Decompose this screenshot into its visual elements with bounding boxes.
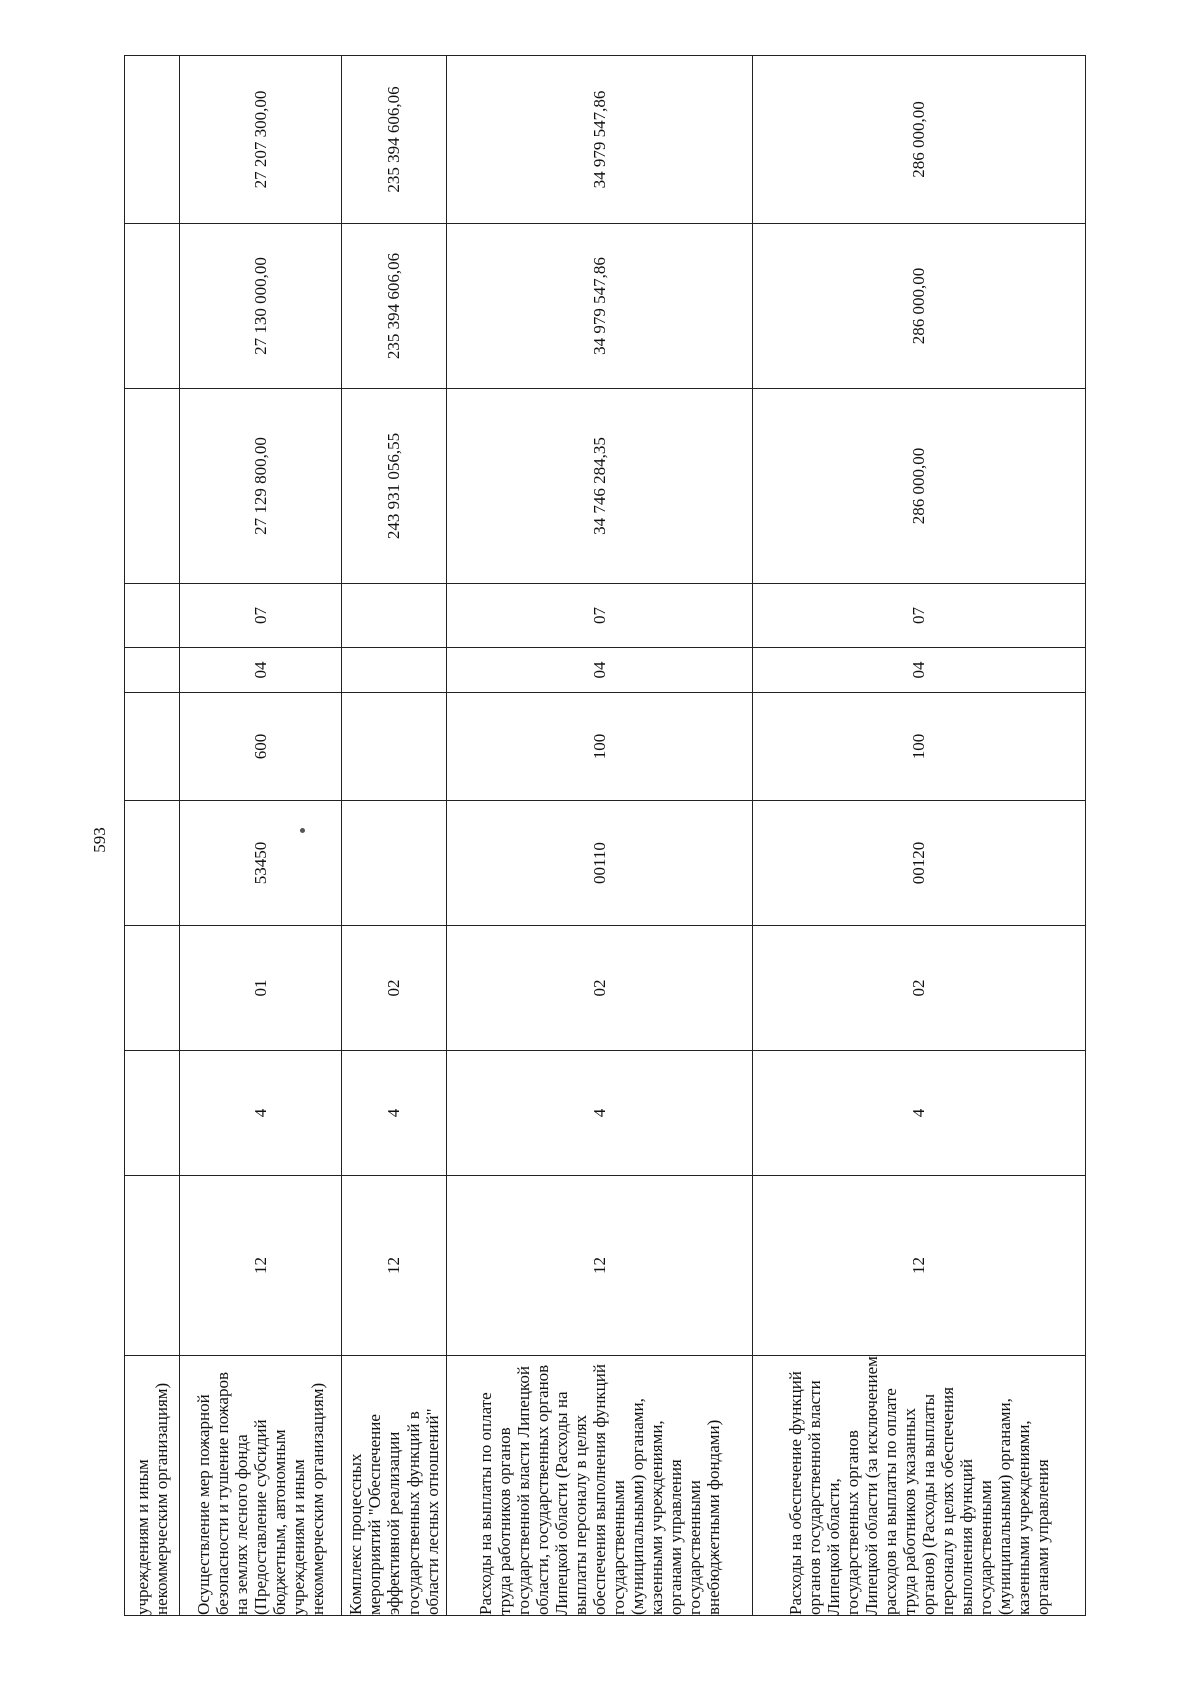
cell-amount-1: 286 000,00 — [753, 389, 1086, 584]
cell-code-f: 04 — [447, 648, 753, 693]
cell-code-d: 53450 — [180, 801, 342, 926]
cell-amount-2: 27 130 000,00 — [180, 224, 342, 389]
cell-code-c: 02 — [753, 926, 1086, 1051]
cell-code-g: 07 — [753, 584, 1086, 648]
cell-code-d — [342, 801, 447, 926]
budget-table-rotated — [124, 56, 1085, 1616]
cell-amount-1 — [125, 389, 180, 584]
cell-code-a — [125, 1176, 180, 1356]
cell-amount-2 — [125, 224, 180, 389]
cell-amount-3 — [125, 56, 180, 224]
cell-code-f — [125, 648, 180, 693]
cell-code-c — [125, 926, 180, 1051]
row-description: Комплекс процессных мероприятий "Обеспечение эффективной реализации государственных функций в области лесных отношений" — [342, 1356, 447, 1616]
cell-code-e: 600 — [180, 693, 342, 801]
cell-code-e — [342, 693, 447, 801]
cell-code-e: 100 — [447, 693, 753, 801]
cell-code-f: 04 — [753, 648, 1086, 693]
budget-table — [124, 55, 1086, 1616]
row-description: Расходы на выплаты по оплате труда работников органов государственной власти Липецкой области, государственных органов Липецкой области (Расходы на выплаты персоналу в целях обеспечения выполнения функций государственными (муниципальными) органами, казенными учреждениями, органами управления государственными внебюджетными фондами) — [447, 1356, 753, 1616]
table-row — [125, 56, 180, 1616]
cell-code-e: 100 — [753, 693, 1086, 801]
cell-amount-2: 235 394 606,06 — [342, 224, 447, 389]
cell-amount-3: 286 000,00 — [753, 56, 1086, 224]
cell-amount-3: 34 979 547,86 — [447, 56, 753, 224]
cell-code-c: 01 — [180, 926, 342, 1051]
table-row — [342, 56, 447, 1616]
cell-code-f — [342, 648, 447, 693]
row-description: Расходы на обеспечение функций органов государственной власти Липецкой области, государственных органов Липецкой области (за исключением расходов на выплаты по оплате труда работников указанных органов) (Расходы на выплаты персоналу в целях обеспечения выполнения функций государственными (муниципальными) органами, казенными учреждениями, органами управления — [753, 1356, 1086, 1616]
cell-code-g — [125, 584, 180, 648]
row-description: Осуществление мер пожарной безопасности и тушение пожаров на землях лесного фонда (Предоставление субсидий бюджетным, автономным учреждениям и иным некоммерческим организациям) — [180, 1356, 342, 1616]
cell-amount-3: 235 394 606,06 — [342, 56, 447, 224]
cell-code-c: 02 — [447, 926, 753, 1051]
cell-code-b — [125, 1051, 180, 1176]
cell-code-e — [125, 693, 180, 801]
cell-code-a: 12 — [342, 1176, 447, 1356]
page-number: 593 — [90, 827, 109, 853]
cell-amount-1: 27 129 800,00 — [180, 389, 342, 584]
cell-code-a: 12 — [753, 1176, 1086, 1356]
cell-amount-1: 243 931 056,55 — [342, 389, 447, 584]
cell-code-d: 00120 — [753, 801, 1086, 926]
cell-code-g — [342, 584, 447, 648]
cell-amount-2: 286 000,00 — [753, 224, 1086, 389]
cell-code-d: 00110 — [447, 801, 753, 926]
cell-code-c: 02 — [342, 926, 447, 1051]
cell-code-a: 12 — [447, 1176, 753, 1356]
cell-code-f: 04 — [180, 648, 342, 693]
cell-code-a: 12 — [180, 1176, 342, 1356]
cell-code-g: 07 — [447, 584, 753, 648]
table-row — [447, 56, 753, 1616]
cell-amount-2: 34 979 547,86 — [447, 224, 753, 389]
cell-code-b: 4 — [753, 1051, 1086, 1176]
cell-code-b: 4 — [180, 1051, 342, 1176]
table-row — [753, 56, 1086, 1616]
cell-code-g: 07 — [180, 584, 342, 648]
cell-code-d — [125, 801, 180, 926]
cell-code-b: 4 — [342, 1051, 447, 1176]
cell-amount-1: 34 746 284,35 — [447, 389, 753, 584]
row-description: учреждениям и иным некоммерческим организациям) — [125, 1356, 180, 1616]
table-row — [180, 56, 342, 1616]
cell-amount-3: 27 207 300,00 — [180, 56, 342, 224]
cell-code-b: 4 — [447, 1051, 753, 1176]
